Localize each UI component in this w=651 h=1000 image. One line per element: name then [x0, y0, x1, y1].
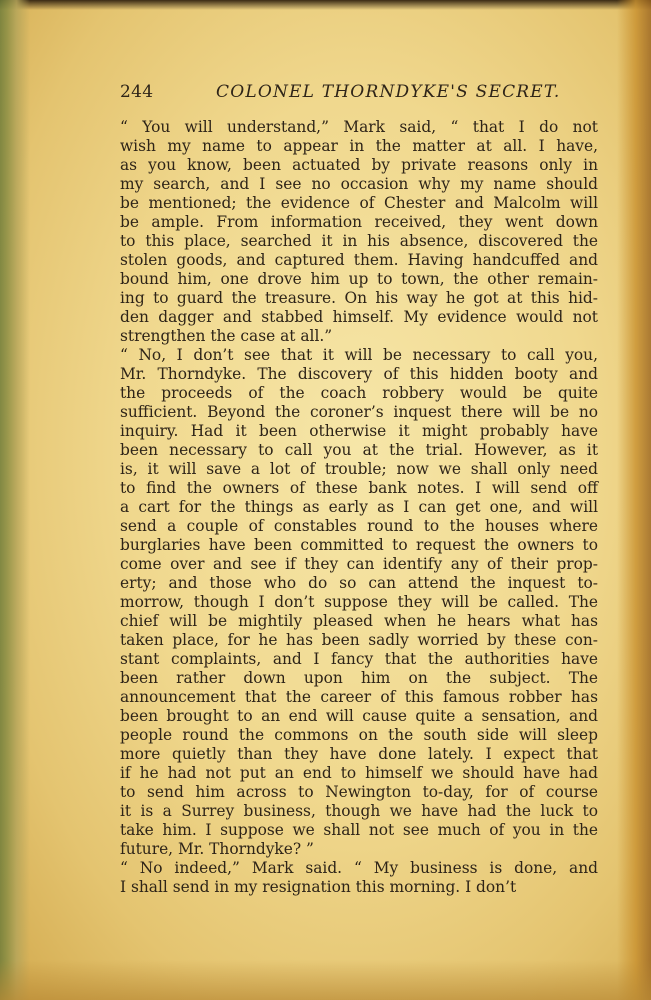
text-line: erty; and those who do so can attend the inquest to- — [120, 574, 598, 592]
text-line: a cart for the things as early as I can get one, and will — [120, 498, 598, 516]
text-line: as you know, been actuated by private reasons only in — [120, 156, 598, 174]
text-line: been necessary to call you at the trial. However, as it — [120, 441, 598, 459]
text-line: my search, and I see no occasion why my name should — [120, 175, 598, 193]
text-line: den dagger and stabbed himself. My evidence would not — [120, 308, 598, 326]
text-line: announcement that the career of this famous robber has — [120, 688, 598, 706]
text-line: taken place, for he has been sadly worried by these con- — [120, 631, 598, 649]
text-line: “ You will understand,” Mark said, “ that I do not — [120, 118, 598, 136]
text-line: take him. I suppose we shall not see much of you in the — [120, 821, 598, 839]
text-line: morrow, though I don’t suppose they will be called. The — [120, 593, 598, 611]
text-line: ing to guard the treasure. On his way he got at this hid- — [120, 289, 598, 307]
text-line: “ No, I don’t see that it will be necessary to call you, — [120, 346, 598, 364]
text-line: sufficient. Beyond the coroner’s inquest there will be no — [120, 403, 598, 421]
running-title: COLONEL THORNDYKE'S SECRET. — [216, 82, 561, 102]
running-header — [120, 82, 600, 102]
text-line: the proceeds of the coach robbery would be quite — [120, 384, 598, 402]
body-text — [120, 118, 598, 897]
page-right-edge — [617, 0, 651, 1000]
text-line: Mr. Thorndyke. The discovery of this hidden booty and — [120, 365, 598, 383]
text-line: be mentioned; the evidence of Chester and Malcolm will — [120, 194, 598, 212]
page-number: 244 — [120, 82, 154, 102]
text-line: if he had not put an end to himself we should have had — [120, 764, 598, 782]
text-line: it is a Surrey business, though we have had the luck to — [120, 802, 598, 820]
text-line: come over and see if they can identify any of their prop- — [120, 555, 598, 573]
text-line: is, it will save a lot of trouble; now we shall only need — [120, 460, 598, 478]
text-line: been brought to an end will cause quite a sensation, and — [120, 707, 598, 725]
text-line: inquiry. Had it been otherwise it might probably have — [120, 422, 598, 440]
text-line: wish my name to appear in the matter at all. I have, — [120, 137, 598, 155]
text-line: chief will be mightily pleased when he hears what has — [120, 612, 598, 630]
text-line: be ample. From information received, they went down — [120, 213, 598, 231]
text-line: burglaries have been committed to request the owners to — [120, 536, 598, 554]
text-line: stolen goods, and captured them. Having handcuffed and — [120, 251, 598, 269]
text-line: send a couple of constables round to the houses where — [120, 517, 598, 535]
text-line: I shall send in my resignation this morning. I don’t — [120, 878, 517, 896]
text-line: future, Mr. Thorndyke? ” — [120, 840, 314, 858]
text-line: “ No indeed,” Mark said. “ My business is done, and — [120, 859, 598, 877]
text-line: to send him across to Newington to-day, for of course — [120, 783, 598, 801]
text-line: to find the owners of these bank notes. I will send off — [120, 479, 598, 497]
text-line: more quietly than they have done lately. I expect that — [120, 745, 598, 763]
text-line: bound him, one drove him up to town, the other remain- — [120, 270, 598, 288]
text-line: strengthen the case at all.” — [120, 327, 333, 345]
page-bottom-edge — [0, 960, 651, 1000]
book-spine-edge — [0, 0, 30, 1000]
text-line: stant complaints, and I fancy that the authorities have — [120, 650, 598, 668]
text-line: people round the commons on the south side will sleep — [120, 726, 598, 744]
text-line: been rather down upon him on the subject. The — [120, 669, 598, 687]
text-line: to this place, searched it in his absence, discovered the — [120, 232, 598, 250]
